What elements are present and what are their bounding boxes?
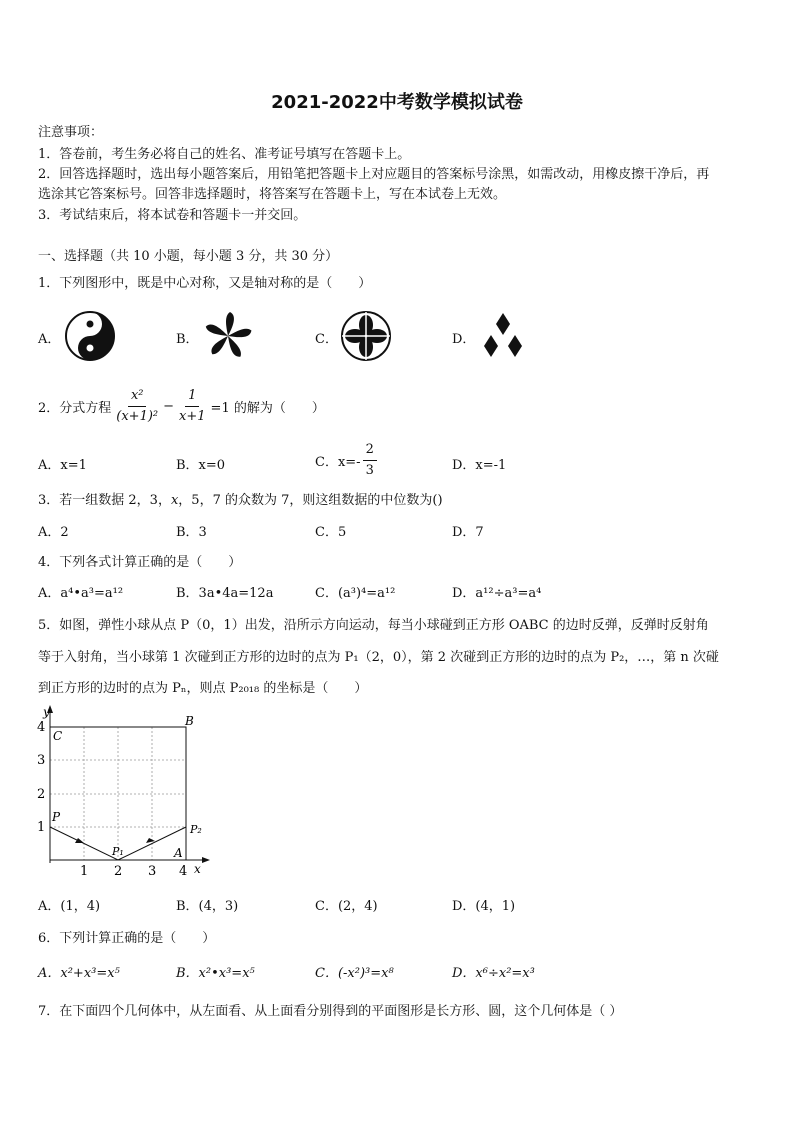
q5-figure [30, 703, 220, 878]
q3-option-c: C．5 [315, 525, 347, 540]
q3-option-d: D．7 [452, 525, 484, 540]
question-4-stem: 4．下列各式计算正确的是（ ） [38, 555, 242, 570]
q5-y-tick: 3 [37, 753, 46, 768]
q5-x-tick: 3 [148, 864, 157, 878]
q2-frac1-num: x² [128, 386, 147, 407]
q1-option-d-label: D． [452, 332, 476, 347]
q6-option-b: B．x²•x³=x⁵ [176, 966, 255, 981]
q5-y-tick: 4 [37, 720, 46, 735]
q2-frac2-den: x+1 [179, 409, 206, 424]
question-1-stem: 1．下列图形中，既是中心对称，又是轴对称的是（ ） [38, 276, 372, 291]
question-5-line: 到正方形的边时的点为 Pₙ，则点 P₂₀₁₈ 的坐标是（ ） [38, 681, 368, 696]
q5-point-c: C [53, 729, 63, 743]
section-heading: 一、选择题（共 10 小题，每小题 3 分，共 30 分） [38, 249, 339, 264]
q5-y-tick: 1 [37, 820, 46, 835]
q5-x-label: x [194, 862, 201, 876]
q4-option-c: C．(a³)⁴=a¹² [315, 586, 396, 601]
q5-option-a: A．(1，4) [38, 899, 101, 914]
notice-item: 1．答卷前，考生务必将自己的姓名、准考证号填写在答题卡上。 [38, 147, 411, 162]
yin-yang-icon [64, 310, 116, 366]
q1-option-a-label: A． [38, 332, 61, 347]
q5-point-b: B [185, 714, 194, 728]
q3-stem-end: ，5，7 的众数为 7，则这组数据的中位数为() [178, 493, 443, 508]
question-5-line: 等于入射角，当小球第 1 次碰到正方形的边时的点为 P₁（2，0），第 2 次碰到正方形的边时的点为 P₂，…，第 n 次碰 [38, 650, 719, 665]
q1-option-b-label: B． [176, 332, 199, 347]
question-3-stem [38, 489, 443, 508]
question-5-line: 5．如图，弹性小球从点 P（0，1）出发，沿所示方向运动，每当小球碰到正方形 OABC 的边时反弹，反弹时反射角 [38, 618, 709, 633]
q2-fraction-2 [176, 386, 209, 427]
q6-option-d: D．x⁶÷x²=x³ [452, 966, 535, 981]
q6-option-a: A．x²+x³=x⁵ [38, 966, 120, 981]
q2-option-d: D．x=-1 [452, 458, 507, 473]
q5-point-a: A [174, 846, 183, 860]
q2-option-b: B．x=0 [176, 458, 226, 473]
q5-y-tick: 2 [37, 787, 46, 802]
q5-x-tick: 4 [179, 864, 188, 878]
q2-option-a: A．x=1 [38, 458, 87, 473]
three-diamond-icon [478, 312, 528, 362]
page-title: 2021-2022中考数学模拟试卷 [271, 92, 523, 113]
q5-point-p1: P₁ [112, 845, 124, 858]
q2-optc-num: 2 [363, 440, 377, 461]
notice-item: 3．考试结束后，将本试卷和答题卡一并交回。 [38, 208, 307, 223]
q5-x-tick: 2 [114, 864, 123, 878]
q3-option-b: B．3 [176, 525, 207, 540]
q5-option-d: D．(4，1) [452, 899, 516, 914]
q2-option-c-text: C．x=- [315, 455, 361, 470]
q2-frac1-den: (x+1)² [116, 409, 159, 424]
q2-fraction-1 [113, 386, 161, 427]
q5-x-tick: 1 [80, 864, 89, 878]
q2-prefix: 2．分式方程 [38, 401, 112, 416]
q2-minus: − [163, 399, 175, 414]
q5-point-p2: P₂ [190, 823, 202, 836]
q6-option-c: C．(-x²)³=x⁸ [315, 966, 394, 981]
question-2-stem [38, 386, 325, 427]
q5-y-label: y [43, 705, 50, 719]
pinwheel-icon [202, 310, 254, 366]
q4-option-a: A．a⁴•a³=a¹² [38, 586, 124, 601]
q2-suffix: =1 的解为（ ） [210, 401, 325, 416]
q5-option-b: B．(4，3) [176, 899, 239, 914]
q3-var: x [170, 493, 179, 508]
question-7-stem: 7．在下面四个几何体中，从左面看、从上面看分别得到的平面图形是长方形、圆，这个几何体是（ ） [38, 1004, 623, 1019]
notice-heading: 注意事项： [38, 125, 104, 140]
q2-option-c [315, 440, 379, 481]
q2-optc-den: 3 [365, 463, 374, 478]
notice-item: 选涂其它答案标号。回答非选择题时，将答案写在答题卡上，写在本试卷上无效。 [38, 187, 507, 202]
q2-frac2-num: 1 [185, 386, 199, 407]
q4-option-b: B．3a•4a=12a [176, 586, 274, 601]
question-6-stem: 6．下列计算正确的是（ ） [38, 931, 216, 946]
q1-option-c-label: C． [315, 332, 338, 347]
q5-point-p: P [52, 810, 61, 824]
q3-option-a: A．2 [38, 525, 69, 540]
q4-option-d: D．a¹²÷a³=a⁴ [452, 586, 542, 601]
four-petal-icon [340, 310, 392, 366]
q2-option-c-frac [363, 440, 377, 481]
q5-option-c: C．(2，4) [315, 899, 378, 914]
notice-item: 2．回答选择题时，选出每小题答案后，用铅笔把答题卡上对应题目的答案标号涂黑，如需改动，用橡皮擦干净后，再 [38, 167, 710, 182]
q3-stem-start: 3．若一组数据 2，3， [38, 493, 171, 508]
